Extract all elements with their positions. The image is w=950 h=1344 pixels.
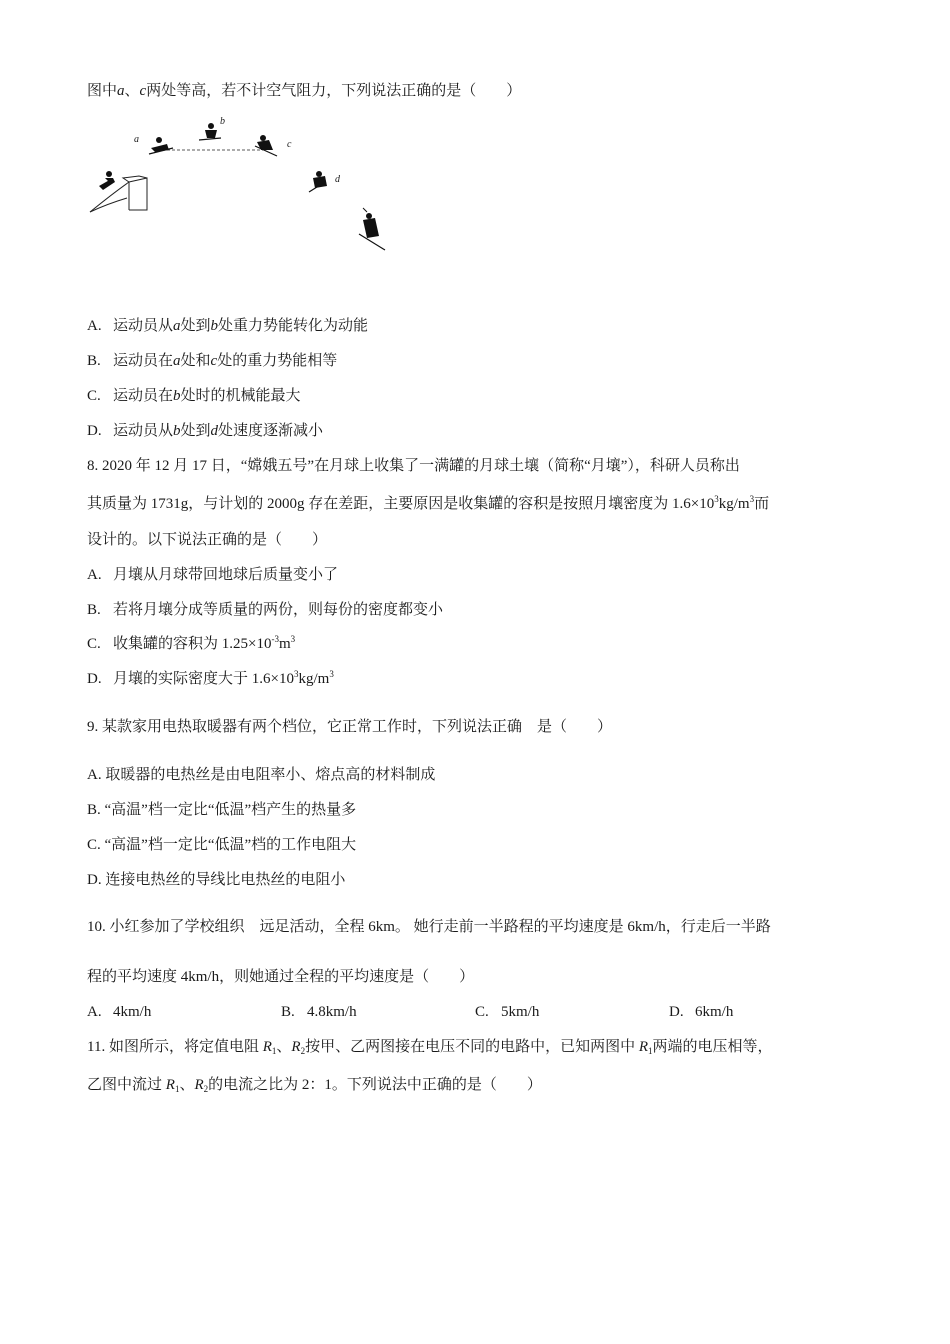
- label-a: a: [134, 134, 139, 145]
- skier-c: [255, 135, 277, 156]
- q7-var-a: a: [117, 83, 125, 99]
- q9-option-a[interactable]: A. 取暖器的电热丝是由电阻率小、熔点高的材料制成: [87, 767, 436, 783]
- q7-stem: [87, 81, 521, 101]
- q7-stem-pre: 图中: [87, 83, 118, 99]
- q10-option-a[interactable]: A. 4km/h: [87, 1004, 152, 1020]
- q11-stem-line2: 乙图中流过 $R_1$、$R_2$的电流之比为 2：1。下列说法中正确的是（ ）: [87, 1077, 542, 1094]
- ski-ramp: [90, 176, 147, 212]
- skier-on-ramp: [99, 171, 115, 190]
- q11-stem-line1: 11. 如图所示，将定值电阻 $R_1$、$R_2$按甲、乙两图接在电压不同的电路中，已知两图中 $R_1$两端的电压相等，: [87, 1039, 773, 1056]
- q8-stem-line1: 8. 2020 年 12 月 17 日，“嫦娥五号”在月球上收集了一满罐的月球土壤（简称“月壤”），科研人员称出: [87, 458, 740, 474]
- q9-stem: 9. 某款家用电热取暖器有两个档位，它正常工作时，下列说法正确 是（ ）: [87, 719, 613, 735]
- skier-a: [149, 137, 173, 154]
- q9-option-c[interactable]: C. “高温”档一定比“低温”档的工作电阻大: [87, 837, 357, 853]
- q10-option-b[interactable]: B. 4.8km/h: [281, 1004, 357, 1020]
- q8-option-c[interactable]: C. 收集罐的容积为 $1.25\times 10^{-3}m^3$: [87, 634, 296, 652]
- q7-option-d[interactable]: D. 运动员从b处到d处速度逐渐减小: [87, 423, 324, 439]
- ski-jump-figure: [87, 112, 407, 262]
- q9-option-d[interactable]: D. 连接电热丝的导线比电热丝的电阻小: [87, 872, 346, 888]
- skier-landing: [359, 208, 385, 250]
- q7-stem-post: 两处等高，若不计空气阻力，下列说法正确的是（ ）: [146, 83, 522, 99]
- q10-option-c[interactable]: C. 5km/h: [475, 1004, 540, 1020]
- q7-option-c[interactable]: C. 运动员在b处时的机械能最大: [87, 388, 301, 404]
- skier-b: [199, 123, 221, 140]
- q9-option-b[interactable]: B. “高温”档一定比“低温”档产生的热量多: [87, 802, 357, 818]
- q8-stem-line3: 设计的。以下说法正确的是（ ）: [87, 532, 328, 548]
- q8-option-d[interactable]: D. 月壤的实际密度大于 $1.6\times 10^3kg/m^3$: [87, 669, 334, 687]
- q7-var-c: c: [139, 83, 147, 99]
- q8-stem-line2: 其质量为 1731g，与计划的 2000g 存在差距，主要原因是收集罐的容积是按照月壤密度为 $1.6\times 10^3kg/m^3$而: [87, 494, 770, 512]
- label-d: d: [335, 174, 340, 185]
- skier-d: [309, 171, 327, 192]
- q8-option-a[interactable]: A. 月壤从月球带回地球后质量变小了: [87, 567, 339, 583]
- q10-stem-line1: 10. 小红参加了学校组织 远足活动，全程 6km。 她行走前一半路程的平均速度是 6km/h，行走后一半路: [87, 919, 771, 935]
- q7-sep: 、: [124, 83, 140, 99]
- q8-option-b[interactable]: B. 若将月壤分成等质量的两份，则每份的密度都变小: [87, 602, 444, 618]
- q7-option-a[interactable]: A. 运动员从a处到b处重力势能转化为动能: [87, 318, 369, 334]
- q7-option-b[interactable]: B. 运动员在a处和c处的重力势能相等: [87, 353, 338, 369]
- q10-stem-line2: 程的平均速度 4km/h，则她通过全程的平均速度是（ ）: [87, 969, 475, 985]
- q10-option-d[interactable]: D. 6km/h: [669, 1004, 734, 1020]
- label-b: b: [220, 116, 225, 127]
- label-c: c: [287, 139, 292, 150]
